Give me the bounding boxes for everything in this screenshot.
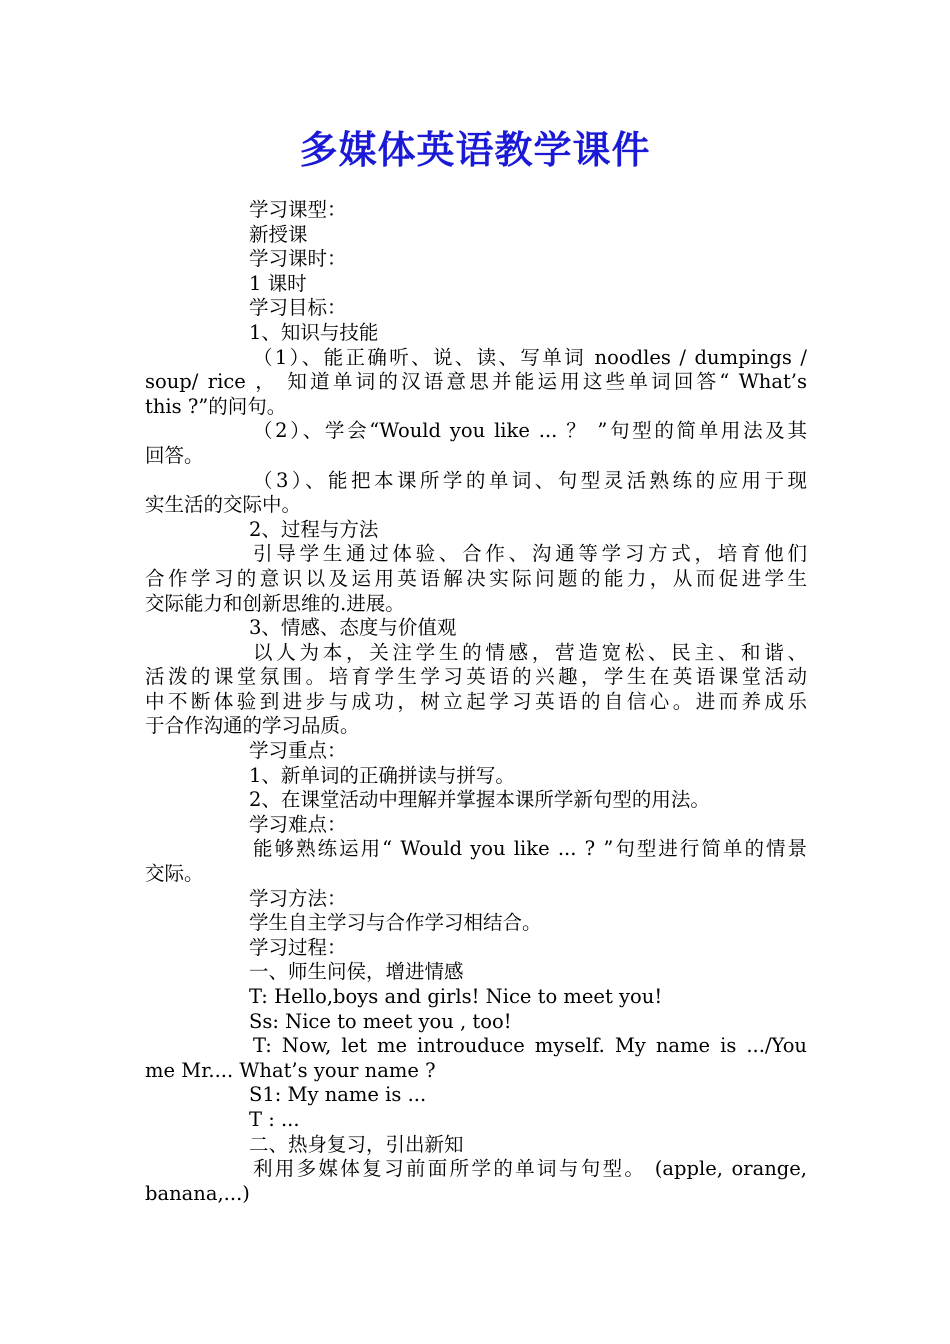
text-line: 学习方法： — [249, 886, 347, 910]
text-line: （2）、学会“Would you like ... ？ ”句型的简单用法及其 — [253, 419, 807, 443]
text-line: 1 课时 — [249, 271, 307, 295]
text-line: 回答。 — [145, 443, 204, 467]
text-line: T: Hello,boys and girls! Nice to meet you! — [249, 985, 663, 1008]
text-line: S1: My name is ... — [249, 1083, 427, 1107]
text-line: T: Now, let me introuduce myself. My name is .../You — [253, 1034, 807, 1058]
text-line: （3）、能把本课所学的单词、句型灵活熟练的应用于现 — [253, 468, 807, 492]
text-line: 2、在课堂活动中理解并掌握本课所学新句型的用法。 — [249, 788, 710, 812]
text-line: 合作学习的意识以及运用英语解决实际问题的能力，从而促进学生 — [145, 566, 807, 590]
text-line: 引导学生通过体验、合作、沟通等学习方式，培育他们 — [253, 542, 807, 566]
text-line: banana,...) — [145, 1181, 250, 1205]
document-body — [145, 198, 807, 1206]
text-line: 交际能力和创新思维的.进展。 — [145, 591, 405, 615]
text-line: me Mr.... What’s your name ? — [145, 1058, 436, 1082]
text-line: 以人为本，关注学生的情感，营造宽松、民主、和谐、 — [253, 640, 807, 664]
text-line: 学习难点： — [249, 812, 347, 836]
text-line: （1）、能正确听、说、读、写单词 noodles / dumpings / — [253, 345, 807, 369]
text-line: 交际。 — [145, 862, 204, 886]
text-line: 学习课时： — [249, 247, 347, 271]
text-line: 能够熟练运用“ Would you like ... ? ”句型进行简单的情景 — [253, 837, 807, 861]
text-line: 1、新单词的正确拼读与拼写。 — [249, 763, 515, 787]
text-line: 3、情感、态度与价值观 — [249, 616, 457, 640]
text-line: T : ... — [249, 1107, 300, 1131]
text-line: Ss: Nice to meet you , too! — [249, 1009, 512, 1033]
text-line: soup/ rice ， 知道单词的汉语意思并能运用这些单词回答“ What’s — [145, 370, 807, 394]
text-line: 一、师生问侯，增进情感 — [249, 960, 464, 984]
text-line: 利用多媒体复习前面所学的单词与句型。 (apple, orange, — [253, 1157, 807, 1181]
text-line: 活泼的课堂氛围。培育学生学习英语的兴趣，学生在英语课堂活动 — [145, 665, 807, 689]
text-line: 学习重点： — [249, 739, 347, 763]
text-line: 学习课型： — [249, 198, 347, 221]
text-line: 新授课 — [249, 222, 308, 246]
text-line: this ?”的问句。 — [145, 394, 287, 418]
text-line: 于合作沟通的学习品质。 — [145, 714, 360, 738]
text-line: 二、热身复习，引出新知 — [249, 1132, 464, 1156]
text-line: 1、知识与技能 — [249, 320, 379, 344]
text-line: 学习过程： — [249, 935, 347, 959]
text-line: 学生自主学习与合作学习相结合。 — [249, 911, 542, 935]
text-line: 学习目标： — [249, 296, 347, 320]
text-line: 中不断体验到进步与成功，树立起学习英语的自信心。进而养成乐 — [145, 689, 807, 713]
text-line: 实生活的交际中。 — [145, 493, 302, 517]
text-line: 2、过程与方法 — [249, 517, 379, 541]
document-title: 多媒体英语教学课件 — [299, 127, 651, 172]
